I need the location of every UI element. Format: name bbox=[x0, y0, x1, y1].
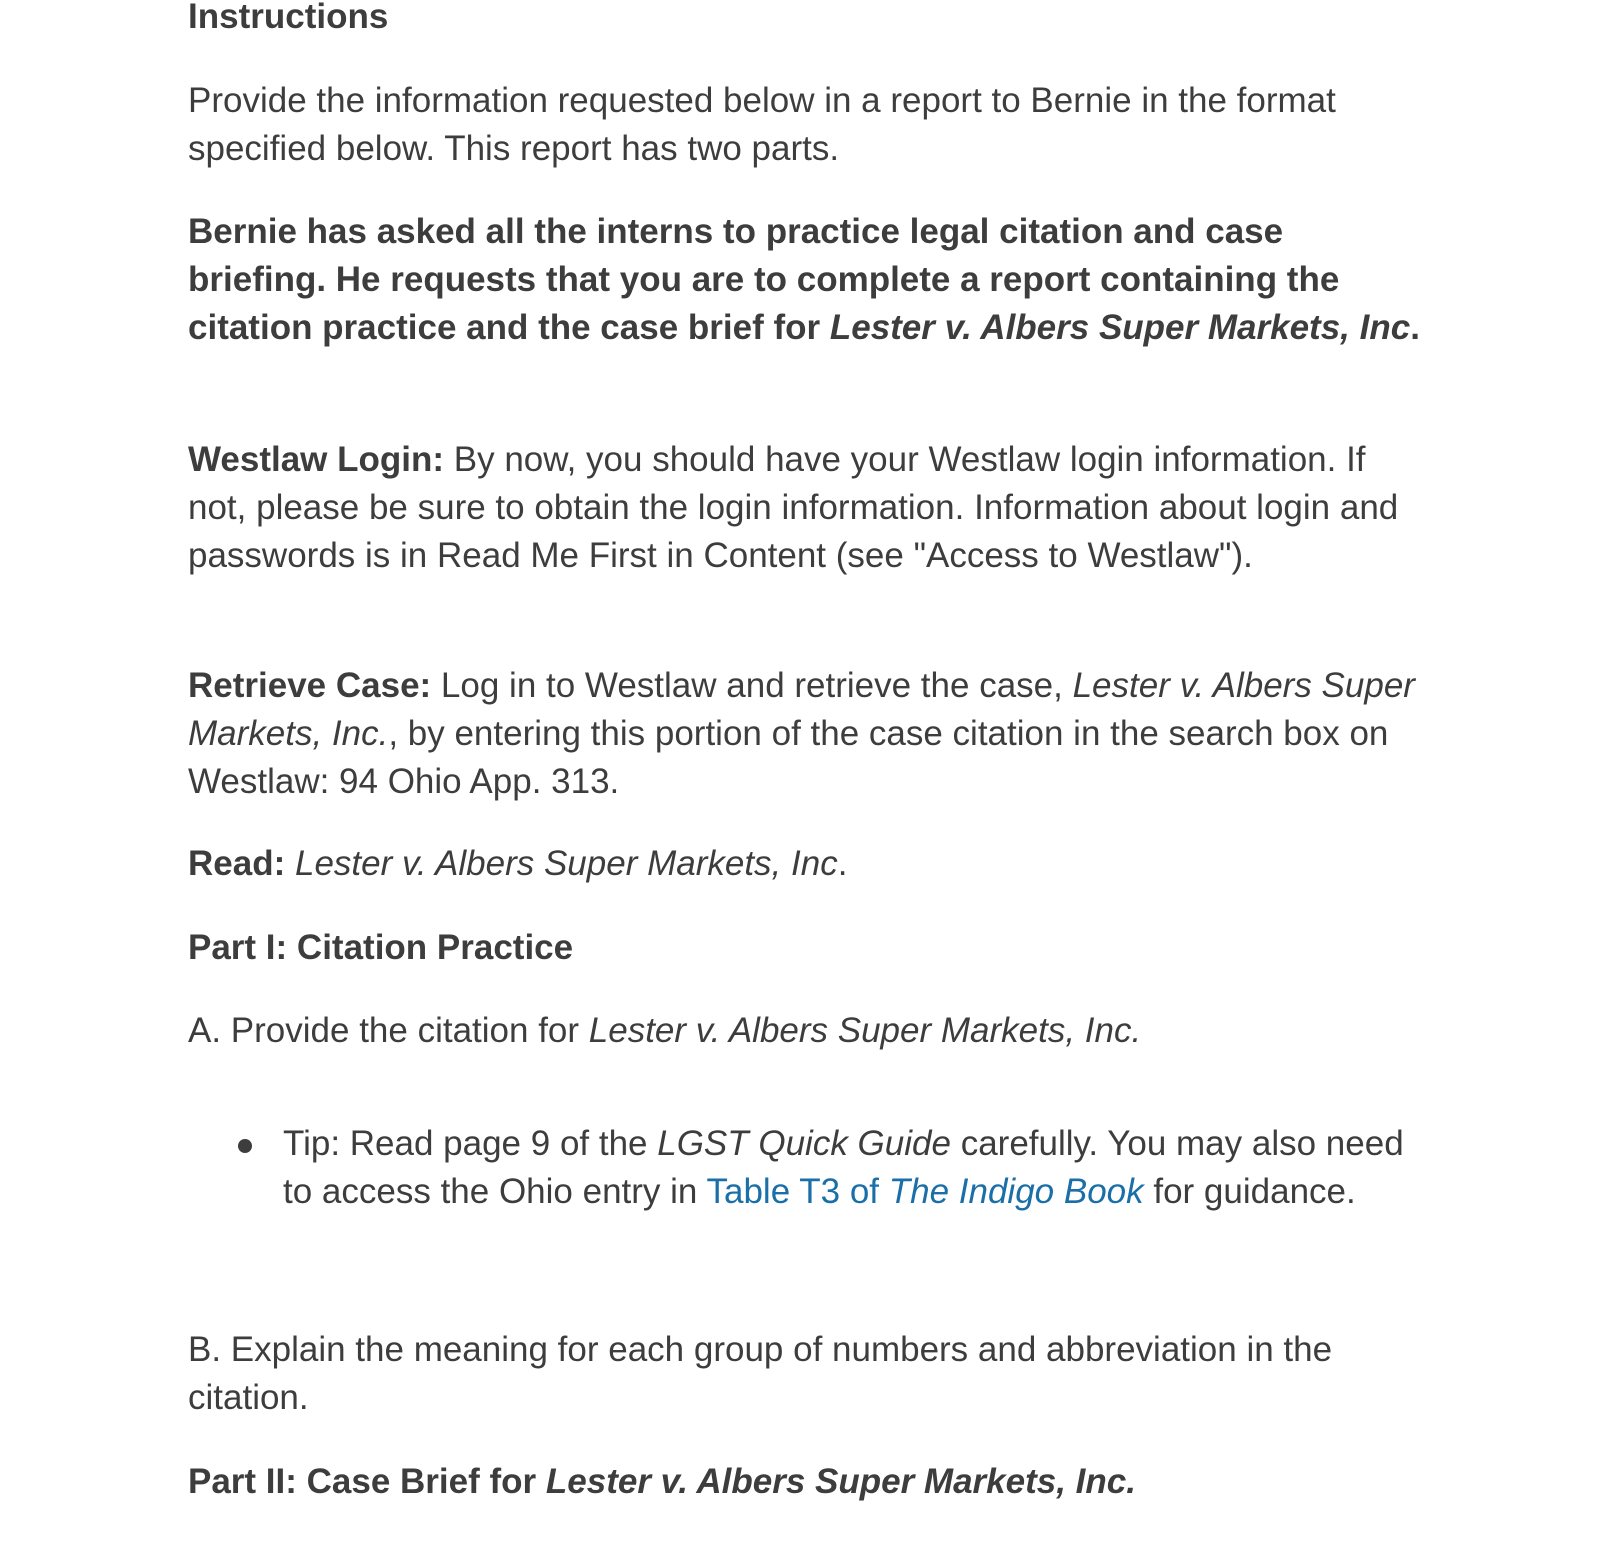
read-end: . bbox=[837, 844, 848, 883]
request-end: . bbox=[1410, 308, 1420, 347]
retrieve-case-text1: Log in to Westlaw and retrieve the case, bbox=[431, 666, 1073, 705]
part1-item-b: B. Explain the meaning for each group of numbers and abbreviation in the citation. bbox=[188, 1330, 1333, 1417]
bullet-icon bbox=[238, 1139, 252, 1153]
tip-text3: for guidance. bbox=[1143, 1172, 1356, 1211]
part2-heading-text: Part II: Case Brief for bbox=[188, 1462, 546, 1501]
tip-text2: carefully. You may also need to access the Ohio entry in bbox=[283, 1124, 1404, 1211]
request-text: Bernie has asked all the interns to practice legal citation and case briefing. He requests that you are to complete a report containing the citation practice and the case brief for bbox=[188, 212, 1340, 347]
part1-item-a bbox=[188, 1007, 1428, 1055]
indigo-book-link-title: The Indigo Book bbox=[888, 1172, 1144, 1211]
indigo-book-link-text: Table T3 of bbox=[706, 1172, 889, 1211]
westlaw-login-paragraph bbox=[188, 436, 1428, 580]
request-case-name: Lester v. Albers Super Markets, Inc bbox=[829, 308, 1411, 347]
westlaw-login-text: By now, you should have your Westlaw login information. If not, please be sure to obtain the login information. Information about login and passwords is in Read Me First in Content (see "Access to Westlaw"). bbox=[188, 440, 1399, 575]
tip-guide-title: LGST Quick Guide bbox=[657, 1124, 951, 1163]
tip-text bbox=[283, 1120, 1413, 1216]
part1-item-a-case-name: Lester v. Albers Super Markets, Inc. bbox=[588, 1011, 1142, 1050]
retrieve-case-paragraph bbox=[188, 662, 1428, 806]
page-title: Instructions bbox=[188, 0, 389, 36]
tip-text1: Tip: Read page 9 of the bbox=[283, 1124, 658, 1163]
retrieve-case-label: Retrieve Case: bbox=[188, 666, 432, 705]
read-case-name: Lester v. Albers Super Markets, Inc bbox=[294, 844, 838, 883]
part1-heading: Part I: Citation Practice bbox=[188, 928, 574, 967]
part2-heading bbox=[188, 1458, 1428, 1506]
read-paragraph bbox=[188, 840, 1428, 888]
indigo-book-link[interactable] bbox=[706, 1172, 1143, 1211]
part2-case-name: Lester v. Albers Super Markets, Inc. bbox=[545, 1462, 1136, 1501]
read-label: Read: bbox=[188, 844, 286, 883]
retrieve-case-name: Lester v. Albers Super Markets, Inc. bbox=[188, 666, 1415, 753]
intro-paragraph: Provide the information requested below in a report to Bernie in the format specified below. This report has two parts. bbox=[188, 81, 1336, 168]
retrieve-case-text2: , by entering this portion of the case citation in the search box on Westlaw: 94 Ohio App. 313. bbox=[188, 714, 1389, 801]
part1-item-a-text: A. Provide the citation for bbox=[188, 1011, 589, 1050]
request-paragraph bbox=[188, 208, 1428, 352]
westlaw-login-label: Westlaw Login: bbox=[188, 440, 445, 479]
